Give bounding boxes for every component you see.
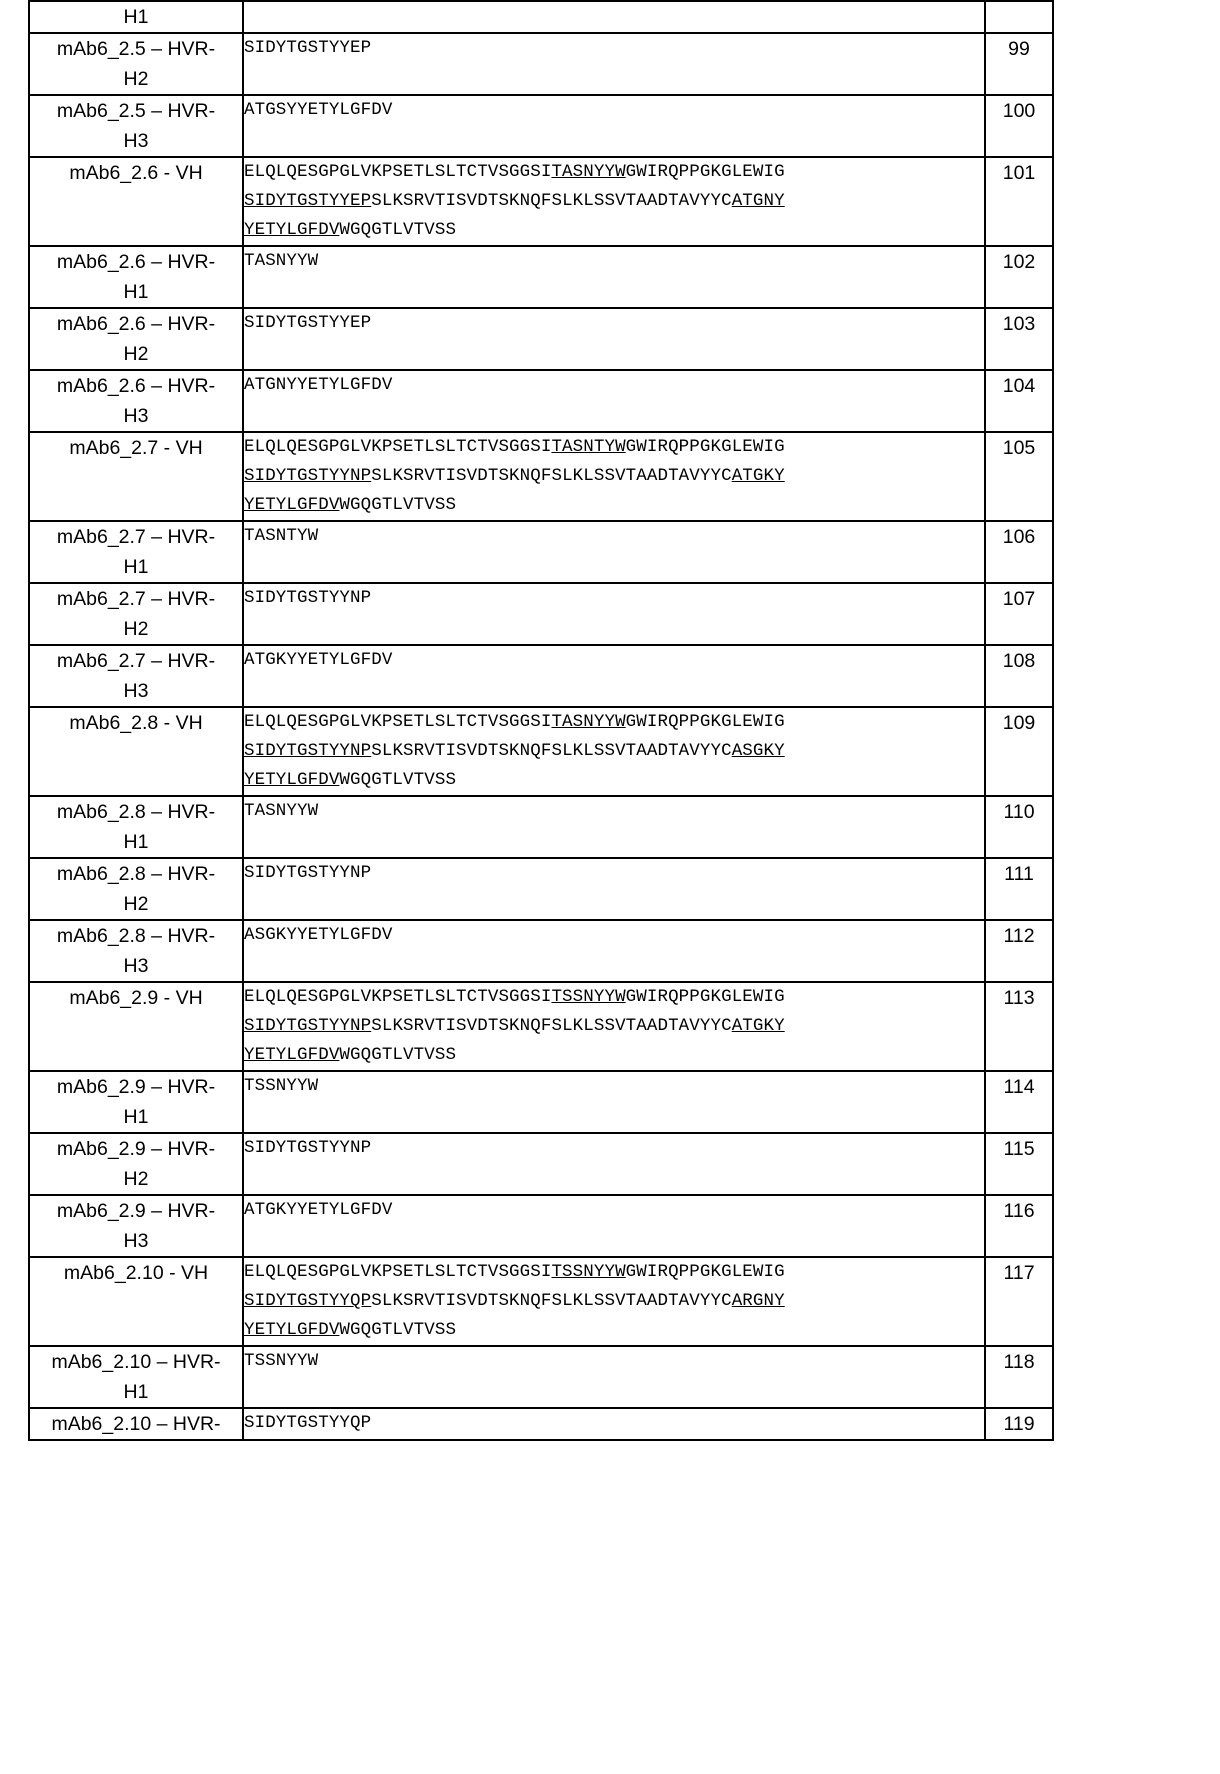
sequence-segment-underlined: TASNYYW bbox=[551, 712, 626, 732]
sequence-segment-underlined: SIDYTGSTYYNP bbox=[244, 466, 372, 486]
sequence-segment-underlined: SIDYTGSTYYNP bbox=[244, 741, 372, 761]
table-row bbox=[29, 796, 1053, 858]
sequence-segment-underlined: SIDYTGSTYYQP bbox=[244, 1291, 372, 1311]
sequence-line bbox=[244, 34, 984, 63]
sequence-line bbox=[244, 1409, 984, 1438]
seq-id-number-cell: 113 bbox=[985, 982, 1053, 1071]
sequence-segment-underlined: YETYLGFDV bbox=[244, 495, 340, 515]
seq-id-number-cell: 116 bbox=[985, 1195, 1053, 1257]
seq-id-number-cell: 106 bbox=[985, 521, 1053, 583]
table-row bbox=[29, 33, 1053, 95]
sequence-cell bbox=[243, 920, 985, 982]
row-label-line: mAb6_2.5 – HVR- bbox=[56, 38, 216, 60]
sequence-segment: SLKSRVTISVDTSKNQFSLKLSSVTAADTAVYYC bbox=[371, 741, 732, 761]
sequence-line bbox=[244, 1258, 984, 1287]
sequence-cell bbox=[243, 583, 985, 645]
table-row bbox=[29, 1408, 1053, 1440]
sequence-line bbox=[244, 1347, 984, 1376]
sequence-segment: GWIRQPPGKGLEWIG bbox=[625, 437, 785, 457]
row-label-cell bbox=[29, 1346, 243, 1408]
sequence-segment-underlined: YETYLGFDV bbox=[244, 1045, 340, 1065]
table-row bbox=[29, 1257, 1053, 1346]
row-label-line: mAb6_2.9 – HVR- bbox=[56, 1138, 216, 1160]
row-label-line: H3 bbox=[123, 1230, 149, 1252]
row-label-line: mAb6_2.6 – HVR- bbox=[56, 375, 216, 397]
row-label-cell bbox=[29, 95, 243, 157]
sequence-segment-underlined: TASNTYW bbox=[551, 437, 626, 457]
sequence-line bbox=[244, 859, 984, 888]
sequence-line bbox=[244, 1012, 984, 1041]
sequence-segment: ELQLQESGPGLVKPSETLSLTCTVSGGSI bbox=[244, 712, 552, 732]
table-row bbox=[29, 920, 1053, 982]
seq-id-number-cell: 118 bbox=[985, 1346, 1053, 1408]
sequence-segment: WGQGTLVTVSS bbox=[339, 495, 457, 515]
sequence-line bbox=[244, 216, 984, 245]
row-label-line: H3 bbox=[123, 130, 149, 152]
sequence-line bbox=[244, 309, 984, 338]
sequence-segment: SIDYTGSTYYQP bbox=[244, 1413, 372, 1433]
row-label-line: mAb6_2.8 - VH bbox=[69, 712, 203, 734]
sequence-segment: WGQGTLVTVSS bbox=[339, 220, 457, 240]
sequence-line bbox=[244, 491, 984, 520]
sequence-segment: WGQGTLVTVSS bbox=[339, 770, 457, 790]
row-label-cell bbox=[29, 157, 243, 246]
table-row bbox=[29, 645, 1053, 707]
row-label-line: H1 bbox=[123, 831, 149, 853]
sequence-table-body bbox=[29, 1, 1053, 1440]
row-label-cell bbox=[29, 583, 243, 645]
row-label-cell bbox=[29, 982, 243, 1071]
seq-id-number-cell: 110 bbox=[985, 796, 1053, 858]
row-label-cell bbox=[29, 1195, 243, 1257]
sequence-line bbox=[244, 1072, 984, 1101]
sequence-segment: SLKSRVTISVDTSKNQFSLKLSSVTAADTAVYYC bbox=[371, 466, 732, 486]
sequence-table bbox=[28, 0, 1054, 1441]
sequence-line bbox=[244, 1041, 984, 1070]
sequence-line bbox=[244, 247, 984, 276]
table-row bbox=[29, 521, 1053, 583]
row-label-cell bbox=[29, 33, 243, 95]
sequence-cell bbox=[243, 1, 985, 33]
row-label-line: H1 bbox=[123, 556, 149, 578]
row-label-line: H1 bbox=[123, 1381, 149, 1403]
sequence-segment: ATGKYYETYLGFDV bbox=[244, 1200, 393, 1220]
sequence-segment: TSSNYYW bbox=[244, 1351, 319, 1371]
row-label-cell bbox=[29, 1408, 243, 1440]
seq-id-number-cell: 111 bbox=[985, 858, 1053, 920]
sequence-cell bbox=[243, 1071, 985, 1133]
sequence-cell bbox=[243, 858, 985, 920]
sequence-line bbox=[244, 921, 984, 950]
sequence-cell bbox=[243, 1408, 985, 1440]
sequence-line bbox=[244, 1287, 984, 1316]
row-label-cell bbox=[29, 1, 243, 33]
seq-id-number-cell: 102 bbox=[985, 246, 1053, 308]
row-label-line: mAb6_2.6 – HVR- bbox=[56, 251, 216, 273]
seq-id-number-cell: 101 bbox=[985, 157, 1053, 246]
sequence-segment-underlined: ARGNY bbox=[731, 1291, 785, 1311]
row-label-line: mAb6_2.9 – HVR- bbox=[56, 1200, 216, 1222]
sequence-line bbox=[244, 187, 984, 216]
row-label-line: H1 bbox=[123, 281, 149, 303]
sequence-cell bbox=[243, 246, 985, 308]
seq-id-number-cell: 99 bbox=[985, 33, 1053, 95]
sequence-segment-underlined: YETYLGFDV bbox=[244, 220, 340, 240]
sequence-line bbox=[244, 1134, 984, 1163]
seq-id-number-cell: 109 bbox=[985, 707, 1053, 796]
row-label-cell bbox=[29, 521, 243, 583]
seq-id-number-cell: 117 bbox=[985, 1257, 1053, 1346]
sequence-cell bbox=[243, 1346, 985, 1408]
sequence-cell bbox=[243, 370, 985, 432]
table-row bbox=[29, 157, 1053, 246]
sequence-segment: SIDYTGSTYYNP bbox=[244, 863, 372, 883]
row-label-line: mAb6_2.9 - VH bbox=[69, 987, 203, 1009]
row-label-line: H1 bbox=[123, 1106, 149, 1128]
seq-id-number-cell: 114 bbox=[985, 1071, 1053, 1133]
row-label-cell bbox=[29, 796, 243, 858]
sequence-cell bbox=[243, 521, 985, 583]
row-label-line: H2 bbox=[123, 893, 149, 915]
row-label-line: mAb6_2.8 – HVR- bbox=[56, 801, 216, 823]
sequence-segment-underlined: YETYLGFDV bbox=[244, 770, 340, 790]
row-label-line: H2 bbox=[123, 618, 149, 640]
sequence-segment: TASNYYW bbox=[244, 251, 319, 271]
sequence-segment-underlined: ASGKY bbox=[731, 741, 785, 761]
sequence-segment: ELQLQESGPGLVKPSETLSLTCTVSGGSI bbox=[244, 987, 552, 1007]
row-label-cell bbox=[29, 707, 243, 796]
row-label-line: H2 bbox=[123, 68, 149, 90]
row-label-line: H2 bbox=[123, 343, 149, 365]
sequence-segment: SIDYTGSTYYEP bbox=[244, 313, 372, 333]
row-label-line: H3 bbox=[123, 405, 149, 427]
sequence-line bbox=[244, 646, 984, 675]
sequence-cell bbox=[243, 645, 985, 707]
sequence-line bbox=[244, 983, 984, 1012]
table-row bbox=[29, 1, 1053, 33]
sequence-cell bbox=[243, 1257, 985, 1346]
seq-id-number-cell: 107 bbox=[985, 583, 1053, 645]
row-label-line: mAb6_2.9 – HVR- bbox=[56, 1076, 216, 1098]
sequence-segment: SLKSRVTISVDTSKNQFSLKLSSVTAADTAVYYC bbox=[371, 1291, 732, 1311]
sequence-line bbox=[244, 522, 984, 551]
sequence-segment: ATGNYYETYLGFDV bbox=[244, 375, 393, 395]
sequence-segment: WGQGTLVTVSS bbox=[339, 1320, 457, 1340]
row-label-cell bbox=[29, 432, 243, 521]
seq-id-number-cell: 108 bbox=[985, 645, 1053, 707]
sequence-segment-underlined: SIDYTGSTYYEP bbox=[244, 191, 372, 211]
seq-id-number-cell bbox=[985, 1, 1053, 33]
sequence-segment: TASNTYW bbox=[244, 526, 319, 546]
sequence-line bbox=[244, 433, 984, 462]
row-label-cell bbox=[29, 246, 243, 308]
table-row bbox=[29, 1346, 1053, 1408]
table-row bbox=[29, 583, 1053, 645]
sequence-line bbox=[244, 158, 984, 187]
row-label-cell bbox=[29, 370, 243, 432]
row-label-cell bbox=[29, 920, 243, 982]
sequence-segment: ELQLQESGPGLVKPSETLSLTCTVSGGSI bbox=[244, 1262, 552, 1282]
table-row bbox=[29, 707, 1053, 796]
seq-id-number-cell: 112 bbox=[985, 920, 1053, 982]
sequence-segment: ATGKYYETYLGFDV bbox=[244, 650, 393, 670]
sequence-segment: TASNYYW bbox=[244, 801, 319, 821]
sequence-cell bbox=[243, 432, 985, 521]
sequence-segment: GWIRQPPGKGLEWIG bbox=[625, 712, 785, 732]
row-label-cell bbox=[29, 858, 243, 920]
sequence-segment-underlined: ATGNY bbox=[731, 191, 785, 211]
row-label-line: mAb6_2.7 - VH bbox=[69, 437, 203, 459]
sequence-segment: WGQGTLVTVSS bbox=[339, 1045, 457, 1065]
row-label-line: H3 bbox=[123, 955, 149, 977]
row-label-line: H1 bbox=[123, 6, 149, 28]
row-label-cell bbox=[29, 1133, 243, 1195]
sequence-line bbox=[244, 1316, 984, 1345]
sequence-cell bbox=[243, 982, 985, 1071]
sequence-line bbox=[244, 708, 984, 737]
seq-id-number-cell: 103 bbox=[985, 308, 1053, 370]
sequence-segment: SLKSRVTISVDTSKNQFSLKLSSVTAADTAVYYC bbox=[371, 1016, 732, 1036]
seq-id-number-cell: 119 bbox=[985, 1408, 1053, 1440]
sequence-line bbox=[244, 462, 984, 491]
row-label-line: mAb6_2.10 – HVR- bbox=[51, 1351, 221, 1373]
sequence-cell bbox=[243, 796, 985, 858]
sequence-segment: SLKSRVTISVDTSKNQFSLKLSSVTAADTAVYYC bbox=[371, 191, 732, 211]
row-label-cell bbox=[29, 1071, 243, 1133]
table-row bbox=[29, 95, 1053, 157]
sequence-line bbox=[244, 737, 984, 766]
sequence-line bbox=[244, 584, 984, 613]
sequence-line bbox=[244, 1196, 984, 1225]
sequence-segment: ATGSYYETYLGFDV bbox=[244, 100, 393, 120]
sequence-segment: SIDYTGSTYYNP bbox=[244, 1138, 372, 1158]
sequence-line bbox=[244, 96, 984, 125]
row-label-line: H3 bbox=[123, 680, 149, 702]
table-row bbox=[29, 1071, 1053, 1133]
sequence-cell bbox=[243, 157, 985, 246]
row-label-line: H2 bbox=[123, 1168, 149, 1190]
table-row bbox=[29, 858, 1053, 920]
seq-id-number-cell: 115 bbox=[985, 1133, 1053, 1195]
row-label-line: mAb6_2.10 – HVR- bbox=[51, 1413, 221, 1435]
table-row bbox=[29, 246, 1053, 308]
row-label-line: mAb6_2.6 – HVR- bbox=[56, 313, 216, 335]
sequence-segment: ASGKYYETYLGFDV bbox=[244, 925, 393, 945]
sequence-segment: ELQLQESGPGLVKPSETLSLTCTVSGGSI bbox=[244, 437, 552, 457]
sequence-segment-underlined: SIDYTGSTYYNP bbox=[244, 1016, 372, 1036]
row-label-cell bbox=[29, 1257, 243, 1346]
sequence-cell bbox=[243, 707, 985, 796]
sequence-cell bbox=[243, 1133, 985, 1195]
sequence-segment: ELQLQESGPGLVKPSETLSLTCTVSGGSI bbox=[244, 162, 552, 182]
table-row bbox=[29, 370, 1053, 432]
sequence-segment: GWIRQPPGKGLEWIG bbox=[625, 1262, 785, 1282]
table-row bbox=[29, 1133, 1053, 1195]
table-row bbox=[29, 308, 1053, 370]
table-row bbox=[29, 1195, 1053, 1257]
seq-id-number-cell: 104 bbox=[985, 370, 1053, 432]
sequence-segment: SIDYTGSTYYNP bbox=[244, 588, 372, 608]
sequence-segment-underlined: TSSNYYW bbox=[551, 1262, 626, 1282]
sequence-segment: TSSNYYW bbox=[244, 1076, 319, 1096]
row-label-line: mAb6_2.8 – HVR- bbox=[56, 925, 216, 947]
sequence-segment-underlined: TASNYYW bbox=[551, 162, 626, 182]
sequence-line bbox=[244, 371, 984, 400]
sequence-segment-underlined: ATGKY bbox=[731, 1016, 785, 1036]
table-row bbox=[29, 432, 1053, 521]
seq-id-number-cell: 105 bbox=[985, 432, 1053, 521]
table-row bbox=[29, 982, 1053, 1071]
seq-id-number-cell: 100 bbox=[985, 95, 1053, 157]
row-label-cell bbox=[29, 308, 243, 370]
sequence-line bbox=[244, 797, 984, 826]
row-label-line: mAb6_2.5 – HVR- bbox=[56, 100, 216, 122]
row-label-line: mAb6_2.7 – HVR- bbox=[56, 526, 216, 548]
row-label-line: mAb6_2.6 - VH bbox=[69, 162, 203, 184]
sequence-cell bbox=[243, 33, 985, 95]
sequence-segment-underlined: ATGKY bbox=[731, 466, 785, 486]
sequence-cell bbox=[243, 308, 985, 370]
sequence-segment: GWIRQPPGKGLEWIG bbox=[625, 987, 785, 1007]
row-label-line: mAb6_2.8 – HVR- bbox=[56, 863, 216, 885]
row-label-line: mAb6_2.7 – HVR- bbox=[56, 650, 216, 672]
sequence-segment-underlined: YETYLGFDV bbox=[244, 1320, 340, 1340]
sequence-segment-underlined: TSSNYYW bbox=[551, 987, 626, 1007]
sequence-segment: SIDYTGSTYYEP bbox=[244, 38, 372, 58]
row-label-cell bbox=[29, 645, 243, 707]
sequence-line bbox=[244, 766, 984, 795]
sequence-cell bbox=[243, 95, 985, 157]
row-label-line: mAb6_2.7 – HVR- bbox=[56, 588, 216, 610]
row-label-line: mAb6_2.10 - VH bbox=[63, 1262, 209, 1284]
sequence-segment: GWIRQPPGKGLEWIG bbox=[625, 162, 785, 182]
sequence-cell bbox=[243, 1195, 985, 1257]
